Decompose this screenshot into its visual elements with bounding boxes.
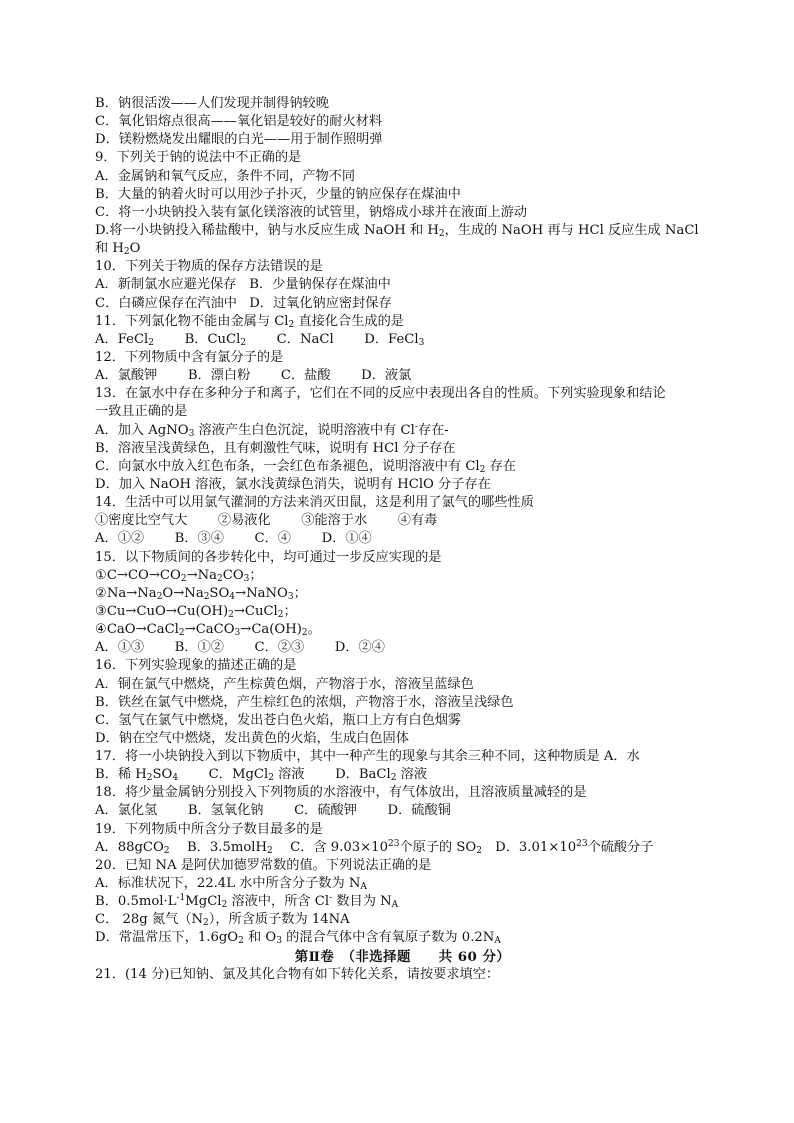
q8-option-b: B．钠很活泼——人们发现并制得钠较晚 [95, 96, 329, 111]
q16-option-b: B．铁丝在氯气中燃烧，产生棕红色的浓烟，产物溶于水，溶液呈浅绿色 [95, 694, 514, 710]
q9-stem: 9．下列关于钠的说法中不正确的是 [95, 150, 302, 166]
q10-options-ab: A．新制氯水应避光保存 B．少量钠保存在煤油中 [95, 277, 391, 293]
q15-chain-4: $④CaO\to CaCl_2\to CaCO_3\to Ca(OH)_2$。 [95, 622, 321, 639]
q14-items: ①密度比空气大 ②易液化 ③能溶于水 ④有毒 [95, 513, 438, 529]
q8-option-c: C．氧化铝熔点很高——氧化铝是较好的耐火材料 [95, 114, 383, 130]
q15-options: A．①③ B．①② C．②③ D．②④ [95, 640, 385, 656]
q15-chain-1: $①C\to CO\to CO_2\to Na_2CO_3$； [95, 567, 263, 584]
q13-option-a: A．加入 AgNO$_3$ 溶液产生白色沉淀，说明溶液中有 Cl-存在- [95, 421, 449, 439]
q18-options: A．氯化氢 B．氢氧化钠 C．硫酸钾 D．硫酸铜 [95, 803, 451, 819]
q15-chain-3: $③Cu\to CuO\to Cu(OH)_2\to CuCl_2$； [95, 603, 297, 620]
q20-option-a: A．标准状况下，22.4L 水中所含分子数为 $N_A$ [95, 876, 367, 893]
q16-stem: 16．下列实验现象的描述正确的是 [95, 658, 297, 674]
exam-content [95, 95, 710, 984]
q11-options: A．FeCl$_2$ B．CuCl$_2$ C．NaCl D．FeCl$_3$ [95, 331, 425, 348]
q9-option-d: D.将一小块钠投入稀盐酸中，钠与水反应生成 NaOH 和 $H_2$，生成的 NaOH 再与 HCl 反应生成 NaCl [95, 222, 699, 239]
q19-stem: 19．下列物质中所含分子数目最多的是 [95, 821, 323, 837]
q15-chain-2: $②Na\to Na_2O\to Na_2SO_4\to NaNO_3$； [95, 585, 307, 602]
q16-option-d: D．钠在空气中燃烧，发出黄色的火焰，生成白色固体 [95, 730, 409, 746]
q13-option-d: D．加入 NaOH 溶液，氯水浅黄绿色消失，说明有 HClO 分子存在 [95, 476, 491, 492]
q15-stem: 15．以下物质间的各步转化中，均可通过一步反应实现的是 [95, 549, 442, 565]
q20-option-c: C． 28g 氮气$(N_2)$，所含质子数为 14NA [95, 912, 350, 929]
q13-option-b: B．溶液呈浅黄绿色，且有刺激性气味，说明有 HCl 分子存在 [95, 440, 456, 456]
q20-stem: 20．已知 NA 是阿伏加德罗常数的值。下列说法正确的是 [95, 857, 432, 873]
q13-stem-line1: 13．在氯水中存在多种分子和离子，它们在不同的反应中表现出各自的性质。下列实验现象和结论 [95, 386, 666, 402]
q16-option-c: C．氢气在氯气中燃烧，发出苍白色火焰，瓶口上方有白色烟雾 [95, 712, 462, 728]
q19-options: A．88gCO$_2$ B．3.5molH$_2$ C．含 $9.03\times 10^{23}$个原子的 $SO_2$ D．$3.01\times 10^{23}$个硫酸分子 [95, 838, 654, 856]
q17-options: B．稀 $H_2SO_4$ C．MgCl$_2$ 溶液 D．BaCl$_2$ 溶液 [95, 767, 428, 784]
q11-stem: 11．下列氯化物不能由金属与 $Cl_2$ 直接化合生成的是 [95, 313, 404, 330]
q17-stem: 17．将一小块钠投入到以下物质中，其中一种产生的现象与其余三种不同，这种物质是 A．水 [95, 749, 640, 765]
q18-stem: 18．将少量金属钠分别投入下列物质的水溶液中，有气体放出，且溶液质量减轻的是 [95, 785, 587, 801]
q20-option-b: B．$0.5mol\cdot L^{-1}MgCl_2$ 溶液中，所含 Cl- 数目为 $N_A$ [95, 893, 399, 911]
q16-option-a: A．铜在氯气中燃烧，产生棕黄色烟，产物溶于水，溶液呈蓝绿色 [95, 676, 474, 692]
q8-option-d: D．镁粉燃烧发出耀眼的白光——用于制作照明弹 [95, 132, 383, 148]
q21-stem: 21．(14 分)已知钠、氯及其化合物有如下转化关系，请按要求填空： [95, 966, 500, 982]
section-2-heading: 第Ⅱ卷 （非选择题 共 60 分） [294, 948, 511, 965]
q10-options-cd: C．白磷应保存在汽油中 D．过氧化钠应密封保存 [95, 295, 392, 311]
q12-options: A．氯酸钾 B．漂白粉 C．盐酸 D．液氯 [95, 368, 412, 384]
q13-stem-line2: 一致且正确的是 [95, 404, 188, 420]
q10-stem: 10．下列关于物质的保存方法错误的是 [95, 259, 323, 275]
q9-option-d-cont: 和 $H_2O$ [95, 241, 141, 258]
q20-option-d: D．常温常压下，$1.6gO_2$ 和 $O_3$ 的混合气体中含有氧原子数为 $0.2N_A$ [95, 930, 501, 947]
q12-stem: 12．下列物质中含有氯分子的是 [95, 349, 284, 365]
q9-option-c: C．将一小块钠投入装有氯化镁溶液的试管里，钠熔成小球并在液面上游动 [95, 204, 528, 220]
q9-option-a: A．金属钠和氧气反应，条件不同，产物不同 [95, 168, 356, 184]
q14-stem: 14．生活中可以用氯气灌洞的方法来消灭田鼠，这是利用了氯气的哪些性质 [95, 495, 534, 511]
q9-option-b: B．大量的钠着火时可以用沙子扑灭，少量的钠应保存在煤油中 [95, 186, 461, 202]
q13-option-c: C．向氯水中放入红色布条，一会红色布条褪色，说明溶液中有 $Cl_2$ 存在 [95, 458, 516, 475]
q14-options: A．①② B．③④ C．④ D．①④ [95, 531, 372, 547]
